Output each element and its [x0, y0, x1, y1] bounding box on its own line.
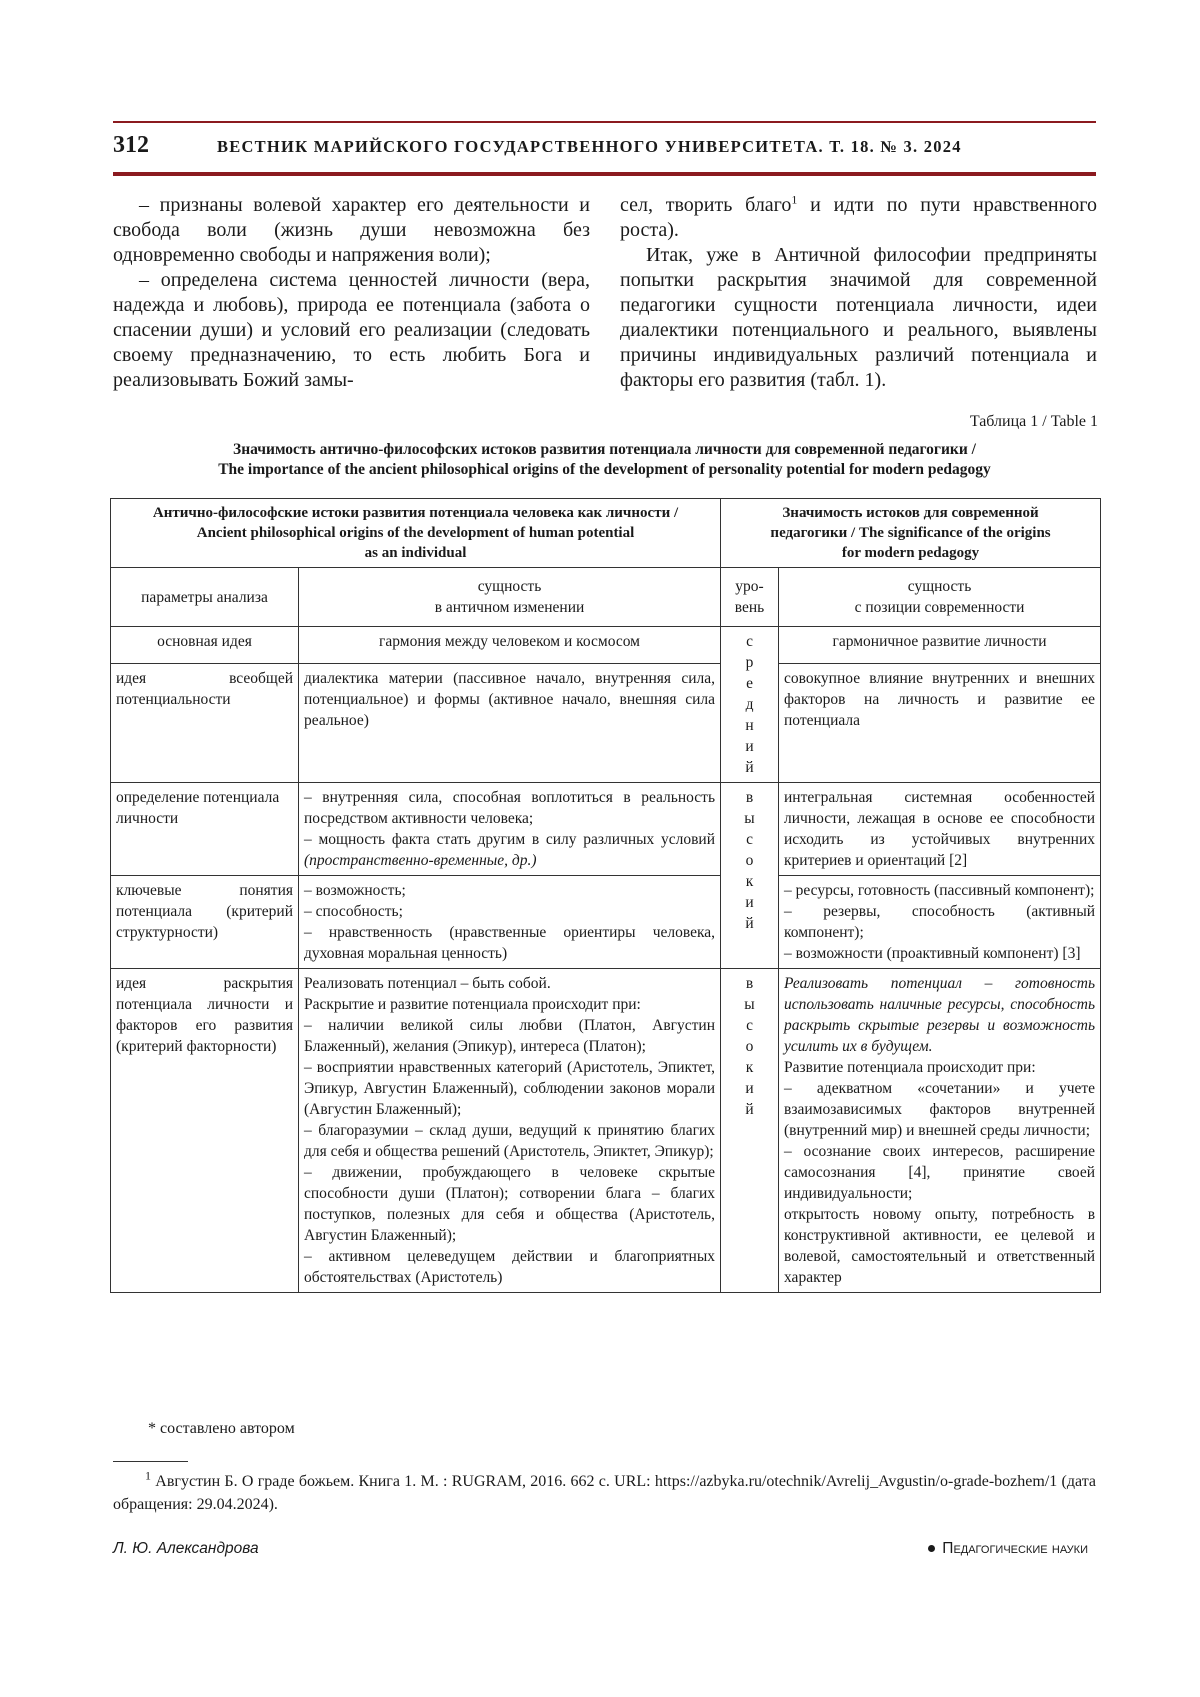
cell-level-medium: с р е д н и й: [721, 627, 779, 783]
subheader-params: параметры анализа: [111, 568, 299, 627]
cell-essence: диалектика материи (пассивное начало, внутренняя сила, потенциальное) и формы (активное начало, внешняя сила реальное): [299, 664, 721, 783]
footnote-separator: [113, 1461, 188, 1462]
cell-essence: – внутренняя сила, способная воплотиться в реальность посредством активности человека; – мощность факта стать другим в силу различных условий (пространственно-временные, др.): [299, 783, 721, 876]
body-column-right: [620, 193, 1097, 393]
table-subheader-row: [111, 568, 1101, 627]
cell-modern: гармоничное развитие личности: [779, 627, 1101, 664]
body-column-left: [113, 193, 590, 393]
table-row: [111, 783, 1101, 876]
subheader-level: уро- вень: [721, 568, 779, 627]
table-note: * составлено автором: [148, 1420, 295, 1437]
header-rule-bottom: [113, 172, 1096, 176]
cell-level-high: в ы с о к и й: [721, 969, 779, 1293]
paragraph: – признаны волевой характер его деятельности и свобода воли (жизнь души невозможна без одновременно свободы и напряжения воли);: [113, 194, 590, 266]
cell-modern: – ресурсы, готовность (пассивный компонент); – резервы, способность (активный компонент); – возможности (проактивный компонент) [3]: [779, 876, 1101, 969]
footnote: $^1$ Августин Б. О граде божьем. Книга 1. М. : RUGRAM, 2016. 662 с. URL: https://azbyka.ru/otechnik/Avrelij_Avgustin/o-grade-bozhem/1 (дата обращения: 29.04.2024).: [113, 1468, 1096, 1513]
data-table: [110, 498, 1101, 1293]
paragraph: сел, творить благо$^1$ и идти по пути нравственного роста).: [620, 192, 1097, 241]
subheader-modern: сущность с позиции современности: [779, 568, 1101, 627]
footer-section: Педагогические науки: [928, 1540, 1088, 1558]
table-header-row: [111, 499, 1101, 568]
subheader-essence: сущность в античном изменении: [299, 568, 721, 627]
header-cell-significance: Значимость истоков для современной педагогики / The significance of the origins for modern pedagogy: [721, 499, 1101, 568]
cell-modern: совокупное влияние внутренних и внешних факторов на личность и развитие ее потенциала: [779, 664, 1101, 783]
cell-param: основная идея: [111, 627, 299, 664]
cell-essence: Реализовать потенциал – быть собой. Раскрытие и развитие потенциала происходит при: – наличии великой силы любви (Платон, Августин Блаженный), желания (Эпикур), интереса (Платон); – восприятии нравственных категорий (Аристотель, Эпиктет, Эпикур, Августин Блаженный), соблюдении законов морали (Августин Блаженный); – благоразумии – склад души, ведущий к принятию благих для себя и общества решений (Аристотель, Эпиктет, Эпикур); – движении, пробуждающего в человеке скрытые способности души (Платон); сотворении блага – благих поступков, полезных для себя и общества (Аристотель, Августин Блаженный); – активном целеведущем действии и благоприятных обстоятельствах (Аристотель): [299, 969, 721, 1293]
page-number: 312: [113, 132, 149, 158]
table-row: [111, 664, 1101, 783]
journal-title: ВЕСТНИК МАРИЙСКОГО ГОСУДАРСТВЕННОГО УНИВЕРСИТЕТА. Т. 18. № 3. 2024: [217, 137, 962, 156]
footnote-ref[interactable]: 1: [791, 192, 798, 207]
cell-param: определение потенциала личности: [111, 783, 299, 876]
cell-modern: интегральная системная особенностей личности, лежащая в основе ее способности исходить из устойчивых внутренних критериев и ориентаций [2]: [779, 783, 1101, 876]
header-cell-origins: Антично-философские истоки развития потенциала человека как личности / Ancient philosophical origins of the development of human potential as an individual: [111, 499, 721, 568]
table-row: [111, 969, 1101, 1293]
cell-param: идея раскрытия потенциала личности и факторов его развития (критерий факторности): [111, 969, 299, 1293]
paragraph: Итак, уже в Античной философии предприняты попытки раскрытия значимой для современной педагогики сущности потенциала личности, идеи диалектики потенциального и реального, выявлены причины индивидуальных различий потенциала и факторы его развития (табл. 1).: [620, 244, 1097, 391]
table-row: [111, 627, 1101, 664]
paragraph: – определена система ценностей личности (вера, надежда и любовь), природа ее потенциала (забота о спасении души) и условий его реализации (следовать своему предназначению, то есть любить Бога и реализовывать Божий замы-: [113, 269, 590, 391]
table-row: [111, 876, 1101, 969]
cell-modern: Реализовать потенциал – готовность использовать наличные ресурсы, способность раскрыть скрытые резервы и возможность усилить их в будущем. Развитие потенциала происходит при: – адекватном «сочетании» и учете взаимозависимых факторов внутренней (внутренний мир) и внешней среды личности; – осознание своих интересов, расширение самосознания [4], принятие своей индивидуальности; открытость новому опыту, потребность в конструктивной активности, ее целевой и волевой, самостоятельный и ответственный характер: [779, 969, 1101, 1293]
cell-level-high: в ы с о к и й: [721, 783, 779, 969]
cell-param: ключевые понятия потенциала (критерий структурности): [111, 876, 299, 969]
cell-param: идея всеобщей потенциальности: [111, 664, 299, 783]
header-rule-top: [113, 121, 1096, 123]
cell-essence: гармония между человеком и космосом: [299, 627, 721, 664]
footer-author: Л. Ю. Александрова: [113, 1540, 259, 1557]
cell-essence: – возможность; – способность; – нравственность (нравственные ориентиры человека, духовная моральная ценность): [299, 876, 721, 969]
table-label: Таблица 1 / Table 1: [969, 413, 1098, 430]
bullet-icon: [928, 1545, 935, 1552]
table-caption: Значимость антично-философских истоков развития потенциала личности для современной педагогики / The importance of the ancient philosophical origins of the development of personality potential for modern pedagogy: [218, 441, 991, 478]
